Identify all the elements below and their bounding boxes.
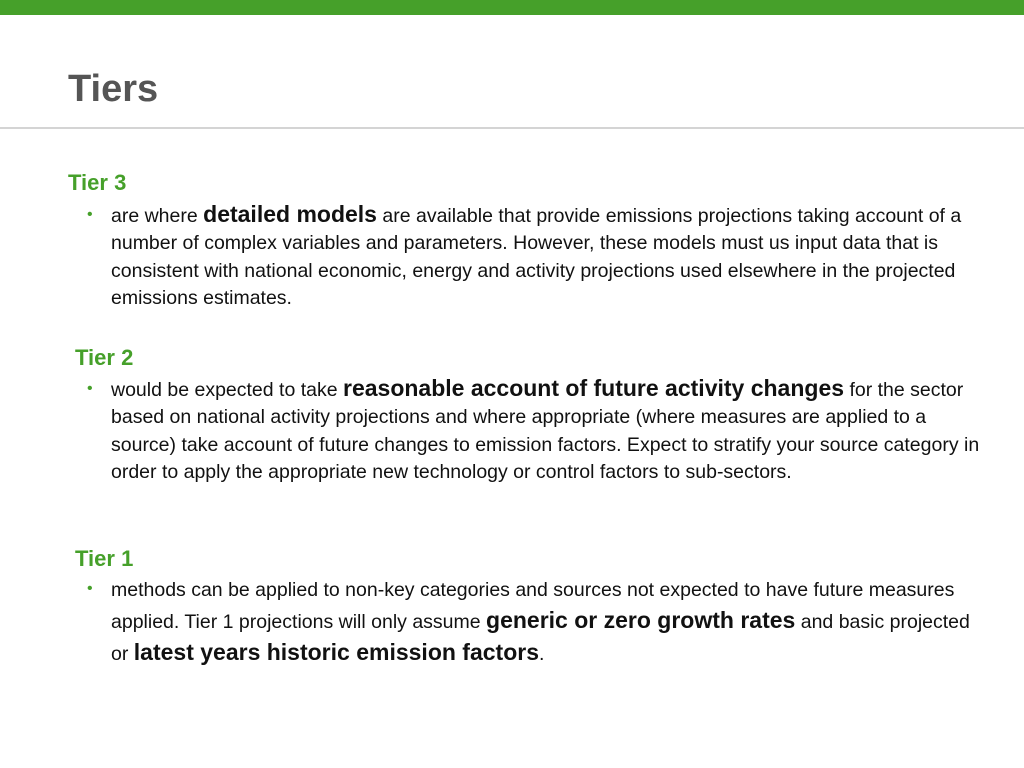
tier-2-bullet — [87, 375, 982, 486]
emphasis-text: latest years historic emission factors — [133, 639, 539, 665]
bullet-dot-icon: • — [87, 380, 93, 397]
text-run: are where — [111, 205, 204, 227]
slide-title: Tiers — [68, 68, 159, 110]
tier-3-description — [111, 201, 982, 312]
emphasis-text: generic or zero growth rates — [486, 607, 796, 633]
tier-2-heading: Tier 2 — [75, 345, 134, 370]
text-run: . — [539, 643, 545, 665]
tier-3-bullet — [87, 201, 982, 312]
title-divider — [0, 127, 1024, 129]
text-run: for the sector based on national activity projections and where appropriate (where measures are applied to a source) take account of future changes to emission factors. Expect to stratify your source category in order to apply the appropriate new technology or control factors to sub-sectors. — [111, 379, 980, 483]
tier-1-heading: Tier 1 — [75, 546, 134, 571]
text-run: would be expected to take — [111, 379, 343, 401]
bullet-dot-icon: • — [87, 580, 93, 597]
bullet-dot-icon: • — [87, 206, 93, 223]
top-accent-bar — [0, 0, 1024, 15]
emphasis-text: detailed models — [203, 201, 377, 227]
emphasis-text: reasonable account of future activity changes — [343, 375, 845, 401]
text-run: and basic projected or — [111, 611, 970, 665]
text-run: methods can be applied to non-key categories and sources not expected to have future measures applied. Tier 1 projections will only assume — [111, 579, 955, 633]
tier-3-heading: Tier 3 — [68, 170, 127, 195]
tier-2-description — [111, 375, 982, 486]
text-run: are available that provide emissions projections taking account of a number of complex variables and parameters. However, these models must us input data that is consistent with national economic, energy and activity projections used elsewhere in the projected emissions estimates. — [111, 205, 962, 309]
tier-1-bullet — [87, 575, 982, 669]
tier-1-description — [111, 575, 982, 669]
